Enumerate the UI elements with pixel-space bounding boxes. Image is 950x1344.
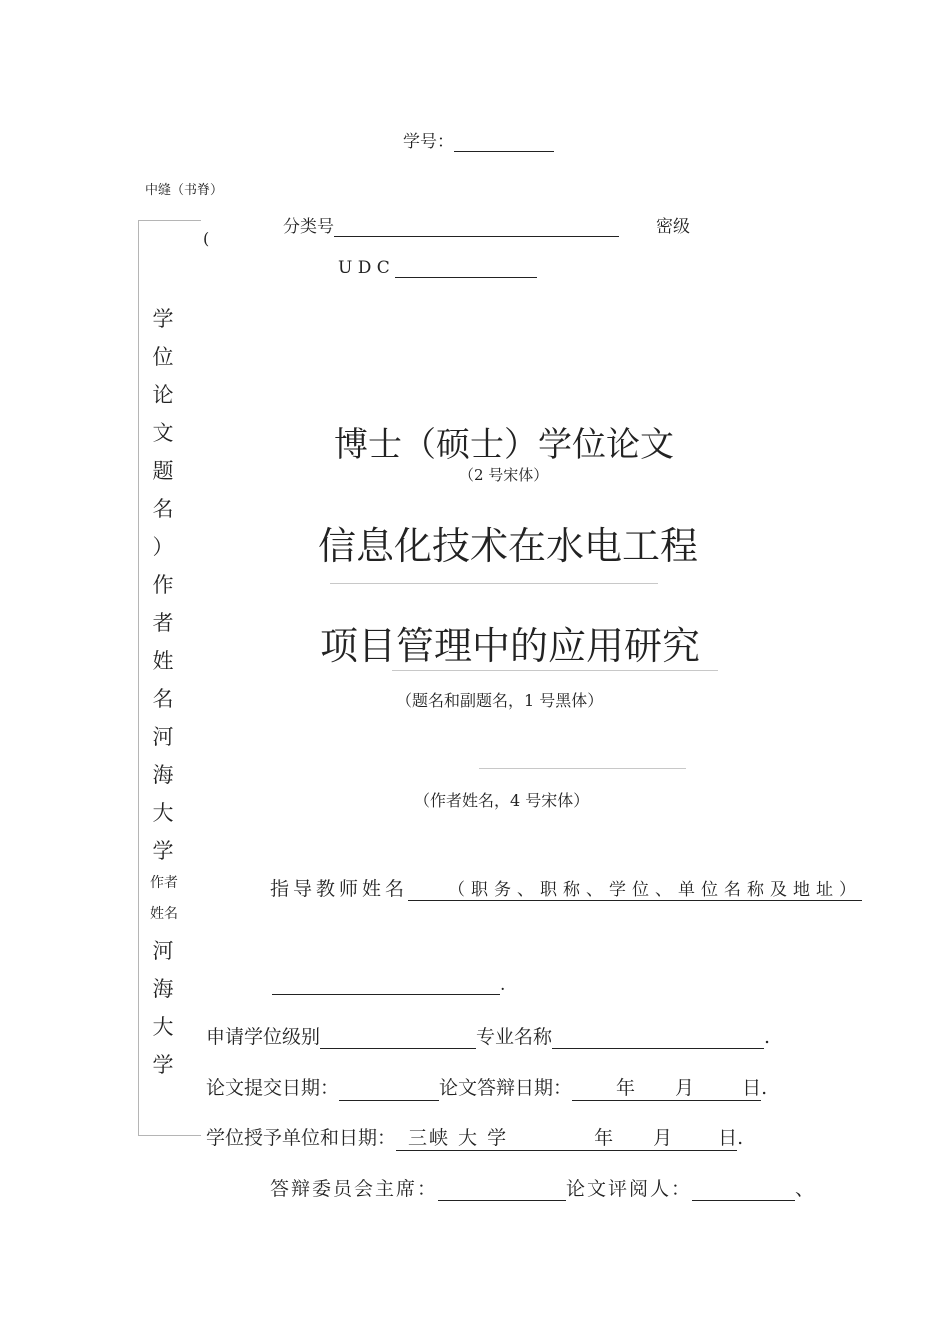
period: . bbox=[761, 1077, 768, 1099]
student-no-row bbox=[403, 127, 554, 152]
grant-label: 学位授予单位和日期： bbox=[206, 1127, 397, 1149]
spine-char: 者 bbox=[152, 611, 174, 635]
degree-level-label: 申请学位级别 bbox=[206, 1026, 321, 1048]
year-label: 年 bbox=[594, 1127, 614, 1149]
day-label: 日 bbox=[718, 1127, 738, 1149]
degree-note: （2 号宋体） bbox=[459, 466, 549, 484]
advisor-continuation-row bbox=[272, 975, 505, 995]
reviewer-label: 论文评阅人： bbox=[566, 1178, 693, 1200]
comma: 、 bbox=[795, 1178, 817, 1200]
degree-title: 博士（硕士）学位论文 bbox=[334, 425, 674, 465]
title-line-2-rule bbox=[392, 670, 718, 671]
udc-field[interactable] bbox=[395, 257, 537, 278]
month-label: 月 bbox=[653, 1127, 673, 1149]
grant-unit: 三峡 大 学 bbox=[408, 1127, 509, 1149]
title-line-1-rule bbox=[330, 583, 658, 584]
year-label: 年 bbox=[616, 1077, 636, 1099]
degree-major-row bbox=[206, 1022, 770, 1049]
period: . bbox=[764, 1026, 771, 1048]
spine-small-name: 姓名 bbox=[150, 906, 178, 922]
day-label: 日 bbox=[742, 1077, 762, 1099]
thesis-title-line-1: 信息化技术在水电工程 bbox=[318, 524, 699, 568]
major-field[interactable] bbox=[552, 1026, 764, 1049]
spine-char: 论 bbox=[152, 383, 174, 407]
author-note: （作者姓名，4 号宋体） bbox=[414, 791, 590, 810]
advisor-label: 指导教师姓名 bbox=[270, 878, 409, 900]
spine-char: 大 bbox=[152, 1015, 174, 1039]
advisor-period: . bbox=[500, 975, 506, 995]
reviewer-field[interactable] bbox=[692, 1178, 795, 1201]
submit-date-field[interactable] bbox=[339, 1078, 439, 1101]
spine-char: 学 bbox=[152, 1053, 174, 1077]
spine-char: 题 bbox=[152, 459, 174, 483]
spine-char: 大 bbox=[152, 801, 174, 825]
classification-row bbox=[283, 212, 619, 237]
spine-char: 名 bbox=[152, 687, 174, 711]
thesis-title-line-2: 项目管理中的应用研究 bbox=[320, 624, 701, 668]
spine-char: 河 bbox=[152, 939, 174, 963]
spine-char: 海 bbox=[152, 763, 174, 787]
spine-char: 河 bbox=[152, 725, 174, 749]
secret-label: 密级 bbox=[656, 217, 690, 237]
udc-row bbox=[338, 257, 537, 278]
grant-field[interactable] bbox=[396, 1123, 737, 1151]
advisor-continuation-field[interactable] bbox=[272, 976, 500, 995]
spine-note: 中缝（书脊） bbox=[145, 183, 224, 198]
chair-field[interactable] bbox=[438, 1178, 566, 1201]
classification-field[interactable] bbox=[334, 216, 619, 237]
author-name-rule[interactable] bbox=[479, 768, 686, 769]
student-no-label: 学号： bbox=[403, 132, 454, 152]
spine-char: ） bbox=[152, 535, 174, 559]
spine-char: 名 bbox=[152, 497, 174, 521]
spine-char: 作 bbox=[152, 573, 174, 597]
classification-label: 分类号 bbox=[283, 217, 334, 237]
month-label: 月 bbox=[675, 1077, 695, 1099]
spine-char: 文 bbox=[152, 421, 174, 445]
open-paren: ( bbox=[203, 229, 210, 248]
dates-row bbox=[206, 1073, 767, 1101]
student-no-field[interactable] bbox=[454, 131, 554, 152]
submit-date-label: 论文提交日期： bbox=[206, 1077, 340, 1099]
committee-row bbox=[270, 1174, 816, 1201]
spine-char: 学 bbox=[152, 307, 174, 331]
period: . bbox=[737, 1127, 744, 1149]
title-note: （题名和副题名，1 号黑体） bbox=[396, 691, 604, 710]
spine-char: 位 bbox=[152, 345, 174, 369]
major-label: 专业名称 bbox=[476, 1026, 553, 1048]
defense-date-field[interactable] bbox=[572, 1073, 761, 1101]
advisor-row bbox=[270, 874, 862, 901]
spine-char: 学 bbox=[152, 839, 174, 863]
grant-row bbox=[206, 1123, 743, 1151]
chair-label: 答辩委员会主席： bbox=[270, 1178, 439, 1200]
udc-label: U D C bbox=[338, 258, 390, 278]
spine-small-author: 作者 bbox=[150, 875, 178, 891]
spine-char: 海 bbox=[152, 977, 174, 1001]
degree-level-field[interactable] bbox=[320, 1026, 476, 1049]
spine-char: 姓 bbox=[152, 649, 174, 673]
advisor-detail: （职务、职称、学位、单位名称及地址） bbox=[448, 880, 863, 900]
defense-date-label: 论文答辩日期： bbox=[439, 1077, 573, 1099]
advisor-detail-field[interactable] bbox=[408, 875, 862, 901]
